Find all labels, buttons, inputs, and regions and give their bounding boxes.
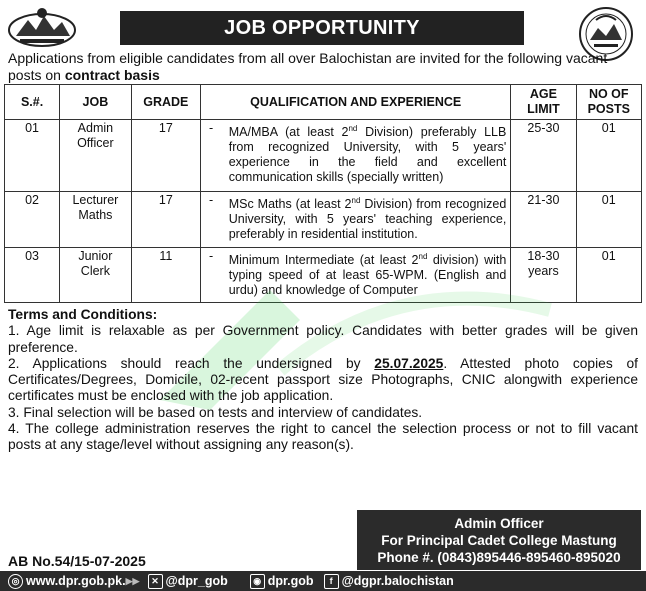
cell-dash: - [201, 248, 225, 303]
job-line2: Maths [78, 208, 113, 222]
footer-bar [0, 571, 646, 591]
globe-icon: ◎ [8, 574, 23, 589]
cell-sno: 02 [5, 192, 60, 248]
header-posts-line1: NO OF [588, 87, 629, 101]
qual-pre: Minimum Intermediate (at least 2 [228, 253, 419, 268]
header-job: JOB [60, 85, 131, 120]
footer-facebook[interactable] [324, 574, 454, 589]
qual-pre: MA/MBA (at least 2 [228, 125, 349, 140]
cell-grade: 17 [131, 192, 200, 248]
term-2-date: 25.07.2025 [374, 355, 444, 371]
term-2-post: . Attested photo copies of Certificates/Degrees, Domicile, 02-recent passport size Photographs, CNIC alongwith experience certificates must be enclosed with the job application. [8, 355, 638, 404]
signature-block [357, 510, 641, 570]
cell-dash: - [201, 192, 225, 248]
footer-instagram[interactable] [250, 574, 314, 589]
job-line1: Admin [77, 121, 114, 135]
cell-sno: 01 [5, 120, 60, 192]
qual-sup: nd [348, 124, 358, 133]
term-4: 4. The college administration reserves the right to cancel the selection process or not to fill vacant posts at any stage/level without assigning any reason(s). [8, 421, 638, 453]
footer-website[interactable] [8, 574, 126, 589]
cell-age: 25-30 [511, 120, 576, 192]
term-2-pre: 2. Applications should reach the undersigned by [8, 355, 375, 371]
signature-phone: Phone #. (0843)895446-895460-895020 [377, 549, 621, 565]
job-line2: Clerk [80, 264, 110, 278]
qual-sup: nd [351, 196, 361, 205]
cell-grade: 11 [131, 248, 200, 303]
facebook-icon: f [324, 574, 339, 589]
cell-grade: 17 [131, 120, 200, 192]
cell-job [60, 120, 131, 192]
header-no-of-posts [576, 85, 641, 120]
qual-post: division) with typing speed of at least 65-WPM. (English and urdu) and knowledge of Computer [228, 253, 507, 298]
age-line1: 18-30 [527, 249, 560, 263]
footer-separator: ▶▶ [125, 575, 140, 586]
footer-twitter[interactable] [148, 574, 228, 589]
table-row [5, 120, 642, 192]
age-line2: years [528, 264, 559, 278]
footer-twitter-text: @dpr_gob [165, 574, 228, 588]
cell-qualification [225, 192, 511, 248]
footer-facebook-text: @dgpr.balochistan [341, 574, 454, 588]
terms-title: Terms and Conditions: [8, 307, 158, 322]
qual-post: Division) from recognized University, with 5 years' teaching experience, preferably in residential institution. [228, 197, 507, 242]
qual-pre: MSc Maths (at least 2 [228, 197, 352, 212]
cell-posts: 01 [576, 192, 641, 248]
footer-website-text: www.dpr.gob.pk. [26, 574, 126, 588]
term-3: 3. Final selection will be based on tests and interview of candidates. [8, 404, 423, 420]
term-1: 1. Age limit is relaxable as per Government policy. Candidates with better grades will be given preference. [8, 323, 638, 355]
header-age-line2: LIMIT [527, 102, 560, 116]
cell-qualification [225, 248, 511, 303]
header-grade: GRADE [131, 85, 200, 120]
header-posts-line2: POSTS [587, 102, 630, 116]
balochistan-emblem-logo [6, 6, 78, 48]
header-age-line1: AGE [529, 87, 557, 101]
table-row [5, 248, 642, 303]
vacancy-table [4, 84, 642, 303]
job-line2: Officer [77, 136, 114, 150]
header-sno: S.#. [5, 85, 60, 120]
qual-post: Division) preferably LLB from recognized University, with 5 years' experience in the field and excellent communication skills (specially written) [228, 125, 507, 185]
cell-posts: 01 [576, 120, 641, 192]
job-line1: Lecturer [72, 193, 119, 207]
intro-text [8, 50, 638, 84]
cell-job [60, 248, 131, 303]
intro-body: Applications from eligible candidates from all over Balochistan are invited for the following vacant posts on [8, 50, 608, 83]
cell-qualification [225, 120, 511, 192]
cell-posts: 01 [576, 248, 641, 303]
terms-and-conditions [8, 307, 638, 454]
footer-instagram-text: dpr.gob [267, 574, 314, 588]
signature-title: Admin Officer [454, 515, 544, 531]
intro-contract-basis: contract basis [64, 67, 160, 83]
twitter-icon: ✕ [148, 574, 163, 589]
cell-age [511, 248, 576, 303]
instagram-icon: ◉ [250, 574, 265, 589]
header-qualification: QUALIFICATION AND EXPERIENCE [201, 85, 511, 120]
signature-office: For Principal Cadet College Mastung [381, 532, 617, 548]
table-header-row [5, 85, 642, 120]
job-opportunity-banner: JOB OPPORTUNITY [120, 11, 524, 45]
cell-age: 21-30 [511, 192, 576, 248]
cell-sno: 03 [5, 248, 60, 303]
header-age-limit [511, 85, 576, 120]
advertisement-reference: AB No.54/15-07-2025 [8, 553, 146, 569]
cell-dash: - [201, 120, 225, 192]
cell-job [60, 192, 131, 248]
job-line1: Junior [78, 249, 113, 263]
term-2 [8, 356, 638, 405]
qual-sup: nd [418, 252, 428, 261]
table-row [5, 192, 642, 248]
